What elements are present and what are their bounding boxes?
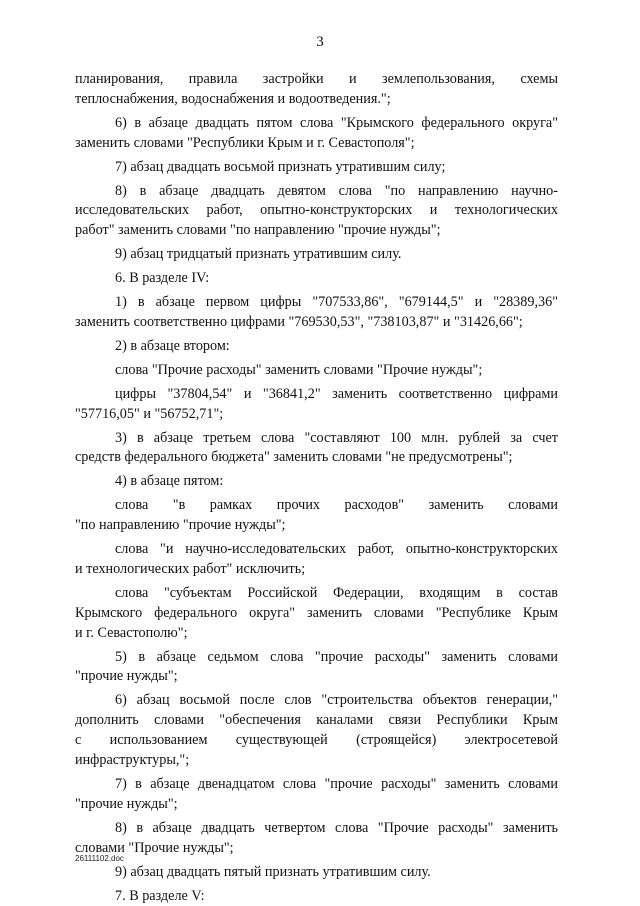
- paragraph: [75, 158, 558, 178]
- paragraph-line: слова "субъектам Российской Федерации, входящим в состав: [115, 584, 558, 601]
- paragraph-line: заменить соответственно цифрами "769530,53", "738103,87" и "31426,66";: [75, 313, 523, 330]
- paragraph-line: "57716,05" и "56752,71";: [75, 405, 224, 422]
- paragraph-line: 2) в абзаце втором:: [115, 337, 230, 354]
- paragraph-line: слова "Прочие расходы" заменить словами "Прочие нужды";: [115, 361, 483, 378]
- paragraph-line: слова "в рамках прочих расходов" заменить словами: [115, 497, 558, 514]
- paragraph-line: 7) абзац двадцать восьмой признать утратившим силу;: [115, 158, 446, 175]
- footer-filename: 26111102.doc: [75, 854, 124, 863]
- paragraph: [75, 540, 558, 580]
- paragraph: [75, 182, 558, 242]
- paragraph-line: дополнить словами "обеспечения каналами связи Республики Крым: [75, 712, 558, 729]
- paragraph-line: 3) в абзаце третьем слова "составляют 100 млн. рублей за счет: [115, 429, 558, 446]
- paragraph-line: Крымского федерального округа" заменить словами "Республике Крым: [75, 604, 558, 621]
- paragraph-line: 8) в абзаце двадцать четвертом слова "Прочие расходы" заменить: [115, 819, 558, 836]
- paragraph-line: 6) в абзаце двадцать пятом слова "Крымского федерального округа": [115, 114, 558, 131]
- paragraph-line: 8) в абзаце двадцать девятом слова "по направлению научно-: [115, 182, 558, 199]
- paragraph-line: 5) в абзаце седьмом слова "прочие расходы" заменить словами: [115, 648, 558, 665]
- paragraph-line: слова "и научно-исследовательских работ, опытно-конструкторских: [115, 541, 558, 558]
- paragraph-line: и технологических работ" исключить;: [75, 560, 306, 577]
- paragraph-line: 7) в абзаце двенадцатом слова "прочие расходы" заменить словами: [115, 776, 558, 792]
- paragraph: [75, 496, 558, 536]
- paragraph-line: планирования, правила застройки и землепользования, схемы: [75, 71, 558, 87]
- paragraph: [75, 361, 558, 381]
- paragraph-line: 7. В разделе V:: [115, 887, 205, 904]
- paragraph: [75, 819, 558, 859]
- paragraph-line: 4) в абзаце пятом:: [115, 473, 224, 490]
- paragraph: [75, 887, 558, 906]
- paragraph-line: инфраструктуры,";: [75, 752, 190, 769]
- paragraph: [75, 648, 558, 688]
- paragraph-line: "по направлению "прочие нужды";: [75, 517, 286, 534]
- paragraph: [75, 293, 558, 333]
- paragraph: [75, 429, 558, 469]
- paragraph: [75, 269, 558, 289]
- page-number: 3: [316, 34, 324, 50]
- document-body: [75, 70, 558, 906]
- paragraph: [75, 337, 558, 357]
- paragraph: [75, 584, 558, 644]
- paragraph: [75, 691, 558, 771]
- paragraph-line: исследовательских работ, опытно-конструкторских и технологических: [75, 202, 558, 219]
- paragraph: [75, 775, 558, 815]
- paragraph: [75, 245, 558, 265]
- paragraph: [75, 472, 558, 492]
- paragraph-line: с использованием существующей (строящейся) электросетевой: [75, 732, 558, 749]
- paragraph-line: заменить словами "Республики Крым и г. Севастополя";: [75, 134, 415, 151]
- paragraph-line: "прочие нужды";: [75, 668, 178, 685]
- paragraph: [75, 114, 558, 154]
- paragraph-line: 9) абзац тридцатый признать утратившим силу.: [115, 246, 402, 263]
- paragraph-line: словами "Прочие нужды";: [75, 839, 234, 856]
- paragraph: [75, 863, 558, 883]
- paragraph-line: теплоснабжения, водоснабжения и водоотведения.";: [75, 90, 391, 107]
- paragraph-line: "прочие нужды";: [75, 795, 178, 812]
- paragraph-line: 6) абзац восьмой после слов "строительства объектов генерации,": [115, 692, 558, 709]
- paragraph: [75, 70, 558, 110]
- paragraph-line: 6. В разделе IV:: [115, 270, 210, 287]
- paragraph: [75, 385, 558, 425]
- paragraph-line: 9) абзац двадцать пятый признать утратившим силу.: [115, 863, 431, 880]
- paragraph-line: 1) в абзаце первом цифры "707533,86", "679144,5" и "28389,36": [115, 294, 558, 311]
- paragraph-line: работ" заменить словами "по направлению "прочие нужды";: [75, 222, 441, 239]
- paragraph-line: и г. Севастополю";: [75, 624, 188, 641]
- paragraph-line: средств федерального бюджета" заменить словами "не предусмотрены";: [75, 449, 513, 466]
- paragraph-line: цифры "37804,54" и "36841,2" заменить соответственно цифрами: [115, 385, 558, 402]
